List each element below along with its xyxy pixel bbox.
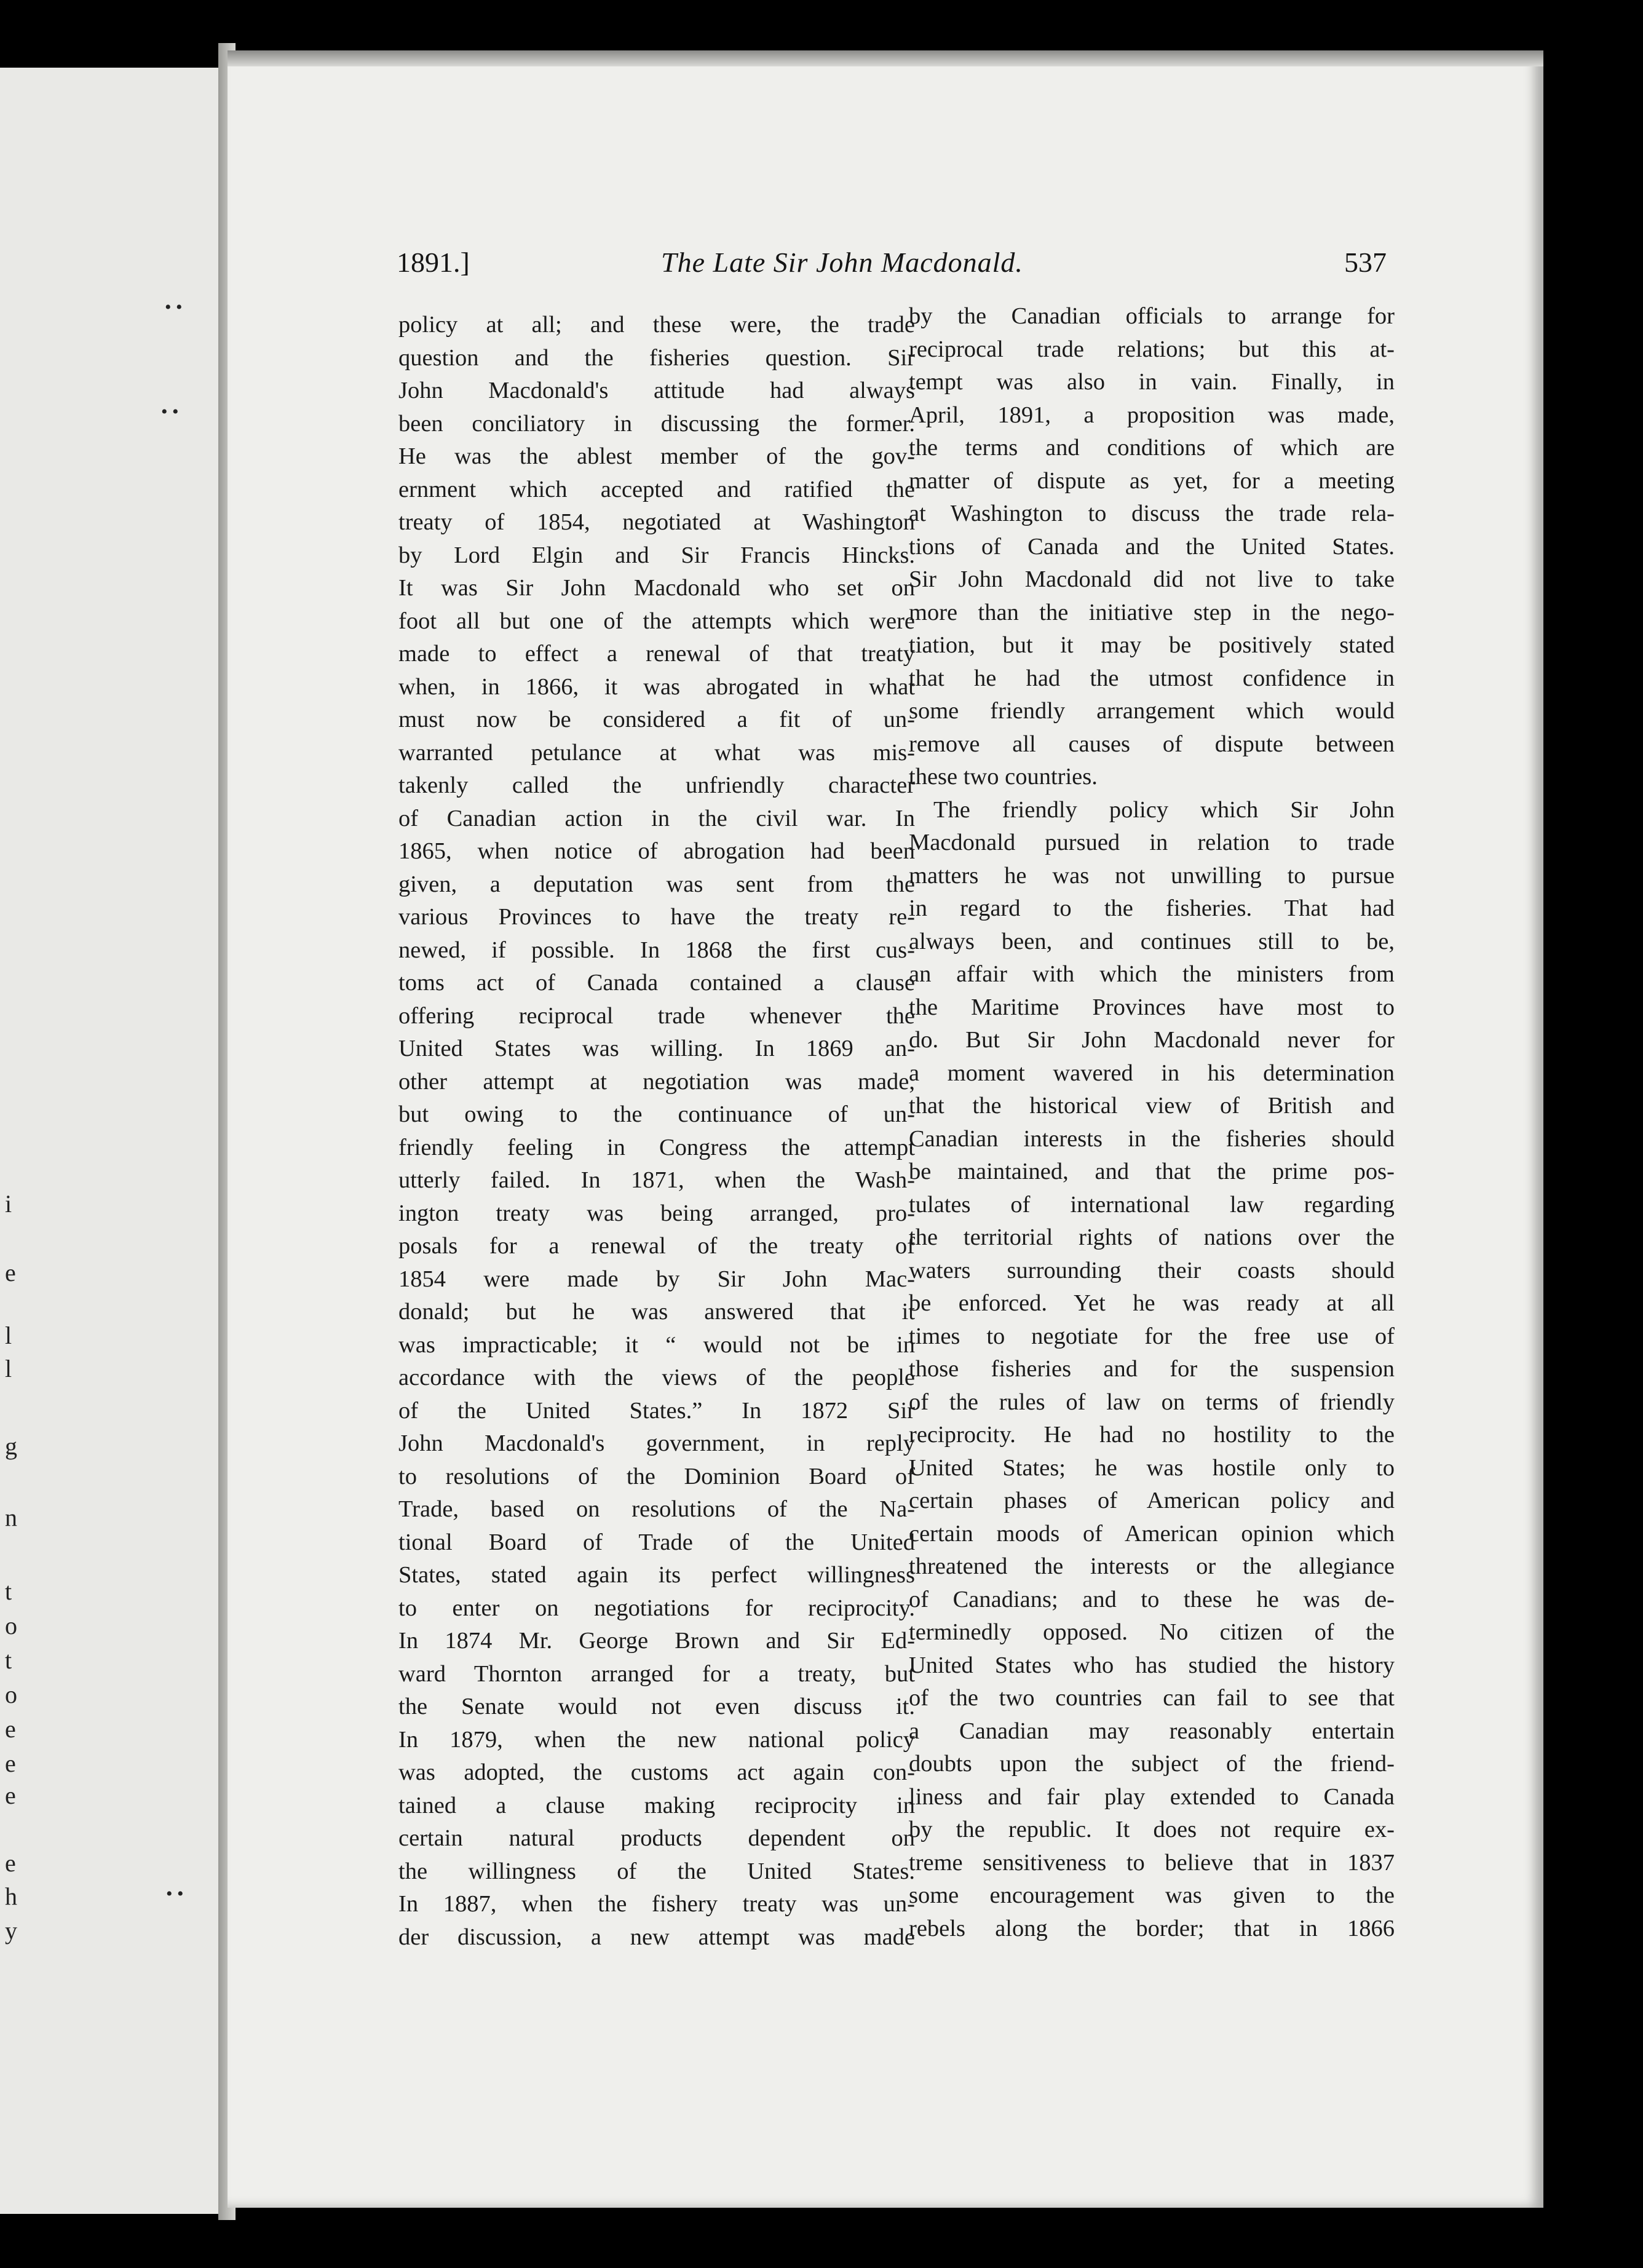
text-line: some encouragement was given to the xyxy=(909,1882,1395,1908)
left-page-fragment: t xyxy=(5,1577,12,1605)
left-page-fragment: n xyxy=(5,1504,17,1531)
text-line: ward Thornton arranged for a treaty, but xyxy=(398,1660,915,1687)
left-page-fragment: e xyxy=(5,1782,16,1809)
text-line: 1854 were made by Sir John Mac- xyxy=(398,1266,915,1292)
text-line: by the republic. It does not require ex- xyxy=(909,1817,1395,1842)
page-top-edge xyxy=(228,50,1543,66)
text-line: der discussion, a new attempt was made xyxy=(398,1924,915,1950)
text-line: terminedly opposed. No citizen of the xyxy=(909,1619,1395,1645)
text-line: other attempt at negotiation was made, xyxy=(398,1068,915,1095)
text-line: It was Sir John Macdonald who set on xyxy=(398,575,915,601)
text-column-right xyxy=(909,300,1395,1945)
text-line: remove all causes of dispute between xyxy=(909,731,1395,757)
text-line: policy at all; and these were, the trade xyxy=(398,312,915,338)
text-line: tained a clause making reciprocity in xyxy=(398,1792,915,1818)
text-line: tional Board of Trade of the United xyxy=(398,1529,915,1555)
left-page-fragment: l xyxy=(5,1355,12,1382)
text-line: the Maritime Provinces have most to xyxy=(909,994,1395,1020)
text-line: Macdonald pursued in relation to trade xyxy=(909,830,1395,855)
text-line: United States who has studied the history xyxy=(909,1652,1395,1678)
left-page-fragment: e xyxy=(5,1750,16,1777)
text-line: of Canadian action in the civil war. In xyxy=(398,805,915,831)
text-line: The friendly policy which Sir John xyxy=(933,796,1395,823)
text-line: United States; he was hostile only to xyxy=(909,1454,1395,1481)
text-line: be enforced. Yet he was ready at all xyxy=(909,1290,1395,1316)
text-line: certain moods of American opinion which xyxy=(909,1520,1395,1547)
text-line: times to negotiate for the free use of xyxy=(909,1323,1395,1349)
left-page-fragment: h xyxy=(5,1882,17,1910)
text-line: those fisheries and for the suspension xyxy=(909,1356,1395,1382)
text-line: friendly feeling in Congress the attempt xyxy=(398,1134,915,1160)
text-line: tulates of international law regarding xyxy=(909,1191,1395,1218)
text-line: offering reciprocal trade whenever the xyxy=(398,1002,915,1029)
left-page-fragment: t xyxy=(5,1646,12,1674)
text-column-left xyxy=(398,309,915,1954)
text-line: matters he was not unwilling to pursue xyxy=(909,862,1395,889)
text-line: these two countries. xyxy=(909,764,1098,790)
left-page-fragment: o xyxy=(5,1612,17,1640)
text-line: been conciliatory in discussing the former. xyxy=(398,410,915,437)
text-line: be maintained, and that the prime pos- xyxy=(909,1159,1395,1184)
text-line: the willingness of the United States. xyxy=(398,1858,915,1884)
running-head-title: The Late Sir John Macdonald. xyxy=(661,247,1023,278)
text-line: warranted petulance at what was mis- xyxy=(398,739,915,766)
text-line: toms act of Canada contained a clause xyxy=(398,970,915,996)
text-line: of Canadians; and to these he was de- xyxy=(909,1586,1395,1612)
text-line: a Canadian may reasonably entertain xyxy=(909,1718,1395,1744)
text-line: Canadian interests in the fisheries should xyxy=(909,1125,1395,1152)
left-page-fragment: e xyxy=(5,1259,16,1287)
text-line: some friendly arrangement which would xyxy=(909,698,1395,724)
text-line: the territorial rights of nations over the xyxy=(909,1224,1395,1250)
text-line: that the historical view of British and xyxy=(909,1093,1395,1119)
text-line: question and the fisheries question. Sir xyxy=(398,344,915,371)
text-line: posals for a renewal of the treaty of xyxy=(398,1233,915,1259)
text-line: made to effect a renewal of that treaty xyxy=(398,641,915,667)
text-line: April, 1891, a proposition was made, xyxy=(909,402,1395,428)
text-line: waters surrounding their coasts should xyxy=(909,1257,1395,1283)
left-page-fragment: e xyxy=(5,1849,16,1877)
text-line: treme sensitiveness to believe that in 1837 xyxy=(909,1849,1395,1876)
text-line: In 1874 Mr. George Brown and Sir Ed- xyxy=(398,1628,915,1654)
text-line: of the two countries can fail to see that xyxy=(909,1685,1395,1711)
text-line: 1865, when notice of abrogation had been xyxy=(398,838,915,864)
text-line: an affair with which the ministers from xyxy=(909,961,1395,987)
text-line: threatened the interests or the allegiance xyxy=(909,1553,1395,1579)
text-line: was impracticable; it “ would not be in xyxy=(398,1331,915,1358)
text-line: rebels along the border; that in 1866 xyxy=(909,1915,1395,1941)
text-line: utterly failed. In 1871, when the Wash- xyxy=(398,1167,915,1193)
ink-speck: • • xyxy=(165,297,183,317)
text-line: the Senate would not even discuss it. xyxy=(398,1694,915,1719)
text-line: at Washington to discuss the trade rela- xyxy=(909,501,1395,526)
text-line: United States was willing. In 1869 an- xyxy=(398,1036,915,1061)
text-line: treaty of 1854, negotiated at Washington xyxy=(398,509,915,535)
left-page-fragment: g xyxy=(5,1432,17,1460)
text-line: was adopted, the customs act again con- xyxy=(398,1759,915,1785)
text-line: tiation, but it may be positively stated xyxy=(909,632,1395,658)
text-line: Sir John Macdonald did not live to take xyxy=(909,566,1395,592)
running-head-year: 1891.] xyxy=(397,247,470,278)
text-line: foot all but one of the attempts which were xyxy=(398,608,915,634)
text-line: Trade, based on resolutions of the Na- xyxy=(398,1496,915,1522)
text-line: reciprocity. He had no hostility to the xyxy=(909,1422,1395,1448)
text-line: more than the initiative step in the nego- xyxy=(909,599,1395,625)
text-line: by Lord Elgin and Sir Francis Hincks. xyxy=(398,542,915,568)
text-line: newed, if possible. In 1868 the first cus- xyxy=(398,937,915,963)
text-line: of the rules of law on terms of friendly xyxy=(909,1389,1395,1415)
running-head xyxy=(397,246,1387,283)
text-line: always been, and continues still to be, xyxy=(909,928,1395,954)
text-line: certain natural products dependent on xyxy=(398,1825,915,1851)
text-line: States, stated again its perfect willingness xyxy=(398,1562,915,1588)
text-line: must now be considered a fit of un- xyxy=(398,707,915,732)
text-line: donald; but he was answered that it xyxy=(398,1299,915,1325)
text-line: ernment which accepted and ratified the xyxy=(398,476,915,502)
text-line: when, in 1866, it was abrogated in what xyxy=(398,673,915,700)
left-page-fragment: e xyxy=(5,1715,16,1743)
text-line: to resolutions of the Dominion Board of xyxy=(398,1463,915,1489)
text-line: but owing to the continuance of un- xyxy=(398,1101,915,1127)
left-page-fragment: y xyxy=(5,1917,17,1945)
text-line: John Macdonald's government, in reply xyxy=(398,1430,915,1456)
text-line: liness and fair play extended to Canada xyxy=(909,1783,1395,1810)
left-page-fragment: o xyxy=(5,1681,17,1708)
text-line: do. But Sir John Macdonald never for xyxy=(909,1027,1395,1053)
left-page-fragment: i xyxy=(5,1190,12,1218)
ink-speck: • • xyxy=(166,1884,184,1904)
text-line: takenly called the unfriendly character xyxy=(398,772,915,798)
page-number: 537 xyxy=(1344,247,1387,278)
text-line: accordance with the views of the people xyxy=(398,1365,915,1390)
text-line: various Provinces to have the treaty re- xyxy=(398,904,915,930)
text-line: He was the ablest member of the gov- xyxy=(398,443,915,469)
text-line: tempt was also in vain. Finally, in xyxy=(909,369,1395,395)
text-line: ington treaty was being arranged, pro- xyxy=(398,1200,915,1226)
text-line: that he had the utmost confidence in xyxy=(909,665,1395,691)
text-line: certain phases of American policy and xyxy=(909,1488,1395,1513)
text-line: in regard to the fisheries. That had xyxy=(909,895,1395,921)
text-line: of the United States.” In 1872 Sir xyxy=(398,1397,915,1424)
text-line: John Macdonald's attitude had always xyxy=(398,378,915,403)
text-line: by the Canadian officials to arrange for xyxy=(909,303,1395,329)
text-line: In 1887, when the fishery treaty was un- xyxy=(398,1891,915,1917)
text-line: In 1879, when the new national policy xyxy=(398,1726,915,1753)
text-line: matter of dispute as yet, for a meeting xyxy=(909,467,1395,494)
text-line: tions of Canada and the United States. xyxy=(909,533,1395,560)
text-line: a moment wavered in his determination xyxy=(909,1060,1395,1086)
ink-speck: • • xyxy=(161,402,179,422)
text-line: the terms and conditions of which are xyxy=(909,435,1395,461)
left-page-fragment: l xyxy=(5,1322,12,1349)
text-line: doubts upon the subject of the friend- xyxy=(909,1751,1395,1777)
previous-page-edge xyxy=(0,68,228,2214)
text-line: given, a deputation was sent from the xyxy=(398,871,915,897)
text-line: to enter on negotiations for reciprocity. xyxy=(398,1595,915,1621)
text-line: reciprocal trade relations; but this at- xyxy=(909,336,1395,362)
